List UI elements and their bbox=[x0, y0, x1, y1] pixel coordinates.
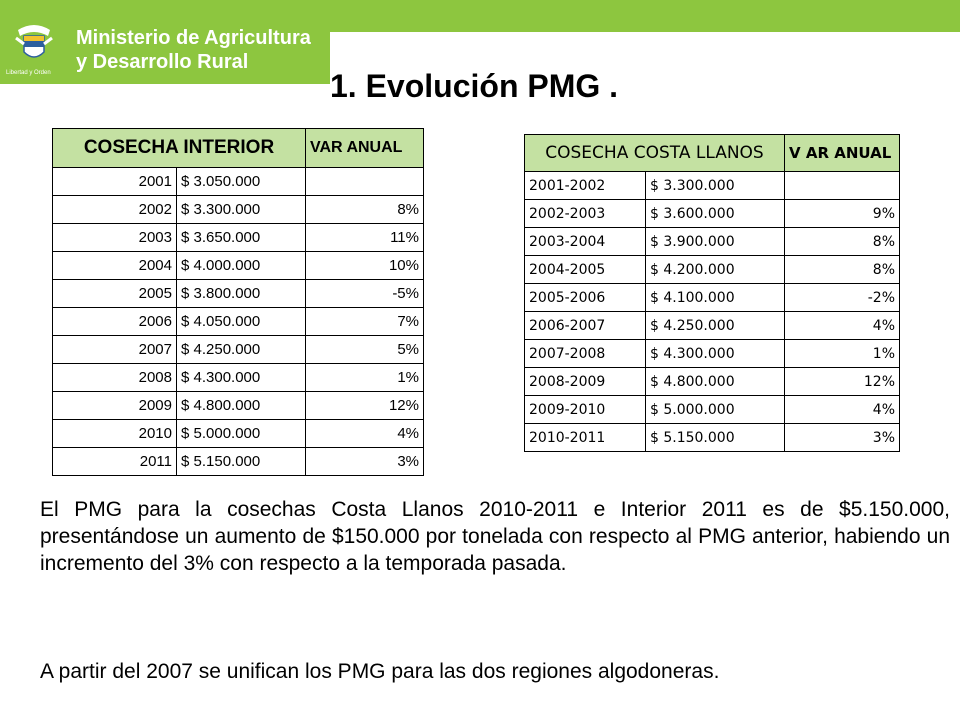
table-row bbox=[53, 196, 424, 224]
table-row bbox=[525, 256, 900, 284]
table-row bbox=[53, 364, 424, 392]
summary-paragraph: El PMG para la cosechas Costa Llanos 2010-2011 e Interior 2011 es de $5.150.000, presentándose un aumento de $150.000 por tonelada con respecto al PMG anterior, habiendo un incremento del 3% con respecto a la temporada pasada. bbox=[40, 498, 950, 575]
price-cell: $ 4.050.000 bbox=[177, 308, 306, 336]
year-cell: 2003-2004 bbox=[525, 228, 646, 256]
column-header-var-anual: V AR ANUAL bbox=[785, 135, 900, 172]
interior-harvest-table bbox=[52, 128, 424, 476]
price-cell: $ 3.300.000 bbox=[177, 196, 306, 224]
price-cell: $ 3.600.000 bbox=[646, 200, 785, 228]
year-cell: 2004-2005 bbox=[525, 256, 646, 284]
ministry-name-line-1: Ministerio de Agricultura bbox=[76, 27, 311, 49]
var-cell: 4% bbox=[306, 420, 424, 448]
column-header-var-anual: VAR ANUAL bbox=[306, 129, 424, 168]
column-header-cosecha-costa-llanos: COSECHA COSTA LLANOS bbox=[525, 135, 785, 172]
var-cell: 3% bbox=[785, 424, 900, 452]
var-cell: 11% bbox=[306, 224, 424, 252]
var-cell: 9% bbox=[785, 200, 900, 228]
year-cell: 2008-2009 bbox=[525, 368, 646, 396]
ministry-name bbox=[76, 26, 311, 74]
table-row bbox=[53, 308, 424, 336]
var-cell: -5% bbox=[306, 280, 424, 308]
price-cell: $ 4.250.000 bbox=[177, 336, 306, 364]
var-cell: 3% bbox=[306, 448, 424, 476]
var-cell: -2% bbox=[785, 284, 900, 312]
var-cell: 4% bbox=[785, 396, 900, 424]
table-row bbox=[53, 252, 424, 280]
year-cell: 2005-2006 bbox=[525, 284, 646, 312]
slide-title: 1. Evolución PMG . bbox=[330, 68, 619, 104]
table-row bbox=[525, 340, 900, 368]
table-row bbox=[53, 168, 424, 196]
var-cell: 5% bbox=[306, 336, 424, 364]
table-row bbox=[525, 424, 900, 452]
price-cell: $ 5.150.000 bbox=[646, 424, 785, 452]
table-row bbox=[525, 368, 900, 396]
year-cell: 2004 bbox=[53, 252, 177, 280]
year-cell: 2010-2011 bbox=[525, 424, 646, 452]
price-cell: $ 4.000.000 bbox=[177, 252, 306, 280]
year-cell: 2001-2002 bbox=[525, 172, 646, 200]
year-cell: 2002 bbox=[53, 196, 177, 224]
table-header-row bbox=[525, 135, 900, 172]
year-cell: 2006-2007 bbox=[525, 312, 646, 340]
table-row bbox=[525, 228, 900, 256]
year-cell: 2006 bbox=[53, 308, 177, 336]
price-cell: $ 4.200.000 bbox=[646, 256, 785, 284]
table-row bbox=[53, 280, 424, 308]
price-cell: $ 5.000.000 bbox=[646, 396, 785, 424]
price-cell: $ 3.050.000 bbox=[177, 168, 306, 196]
price-cell: $ 3.650.000 bbox=[177, 224, 306, 252]
table-row bbox=[525, 172, 900, 200]
column-header-cosecha-interior: COSECHA INTERIOR bbox=[53, 129, 306, 168]
year-cell: 2001 bbox=[53, 168, 177, 196]
price-cell: $ 4.100.000 bbox=[646, 284, 785, 312]
crest-caption: Libertad y Orden bbox=[6, 70, 51, 76]
year-cell: 2007 bbox=[53, 336, 177, 364]
price-cell: $ 5.150.000 bbox=[177, 448, 306, 476]
var-cell: 8% bbox=[785, 228, 900, 256]
price-cell: $ 3.300.000 bbox=[646, 172, 785, 200]
table-row bbox=[53, 392, 424, 420]
var-cell: 1% bbox=[306, 364, 424, 392]
table-header-row bbox=[53, 129, 424, 168]
var-cell bbox=[306, 168, 424, 196]
price-cell: $ 4.800.000 bbox=[177, 392, 306, 420]
table-row bbox=[525, 312, 900, 340]
ministry-name-line-2: y Desarrollo Rural bbox=[76, 51, 249, 73]
var-cell: 8% bbox=[306, 196, 424, 224]
table-row bbox=[525, 284, 900, 312]
table-row bbox=[525, 396, 900, 424]
price-cell: $ 4.300.000 bbox=[646, 340, 785, 368]
table-row bbox=[53, 224, 424, 252]
table-row bbox=[53, 420, 424, 448]
price-cell: $ 5.000.000 bbox=[177, 420, 306, 448]
var-cell: 8% bbox=[785, 256, 900, 284]
year-cell: 2005 bbox=[53, 280, 177, 308]
var-cell bbox=[785, 172, 900, 200]
costa-llanos-harvest-table bbox=[524, 134, 900, 452]
price-cell: $ 3.900.000 bbox=[646, 228, 785, 256]
var-cell: 10% bbox=[306, 252, 424, 280]
price-cell: $ 3.800.000 bbox=[177, 280, 306, 308]
year-cell: 2009-2010 bbox=[525, 396, 646, 424]
var-cell: 12% bbox=[306, 392, 424, 420]
year-cell: 2008 bbox=[53, 364, 177, 392]
table-row bbox=[53, 336, 424, 364]
year-cell: 2010 bbox=[53, 420, 177, 448]
price-cell: $ 4.300.000 bbox=[177, 364, 306, 392]
coat-of-arms-icon bbox=[12, 22, 56, 66]
year-cell: 2007-2008 bbox=[525, 340, 646, 368]
var-cell: 4% bbox=[785, 312, 900, 340]
table-row bbox=[53, 448, 424, 476]
note-paragraph: A partir del 2007 se unifican los PMG para las dos regiones algodoneras. bbox=[40, 660, 720, 683]
price-cell: $ 4.250.000 bbox=[646, 312, 785, 340]
var-cell: 7% bbox=[306, 308, 424, 336]
var-cell: 12% bbox=[785, 368, 900, 396]
year-cell: 2011 bbox=[53, 448, 177, 476]
price-cell: $ 4.800.000 bbox=[646, 368, 785, 396]
year-cell: 2003 bbox=[53, 224, 177, 252]
var-cell: 1% bbox=[785, 340, 900, 368]
table-row bbox=[525, 200, 900, 228]
year-cell: 2002-2003 bbox=[525, 200, 646, 228]
year-cell: 2009 bbox=[53, 392, 177, 420]
